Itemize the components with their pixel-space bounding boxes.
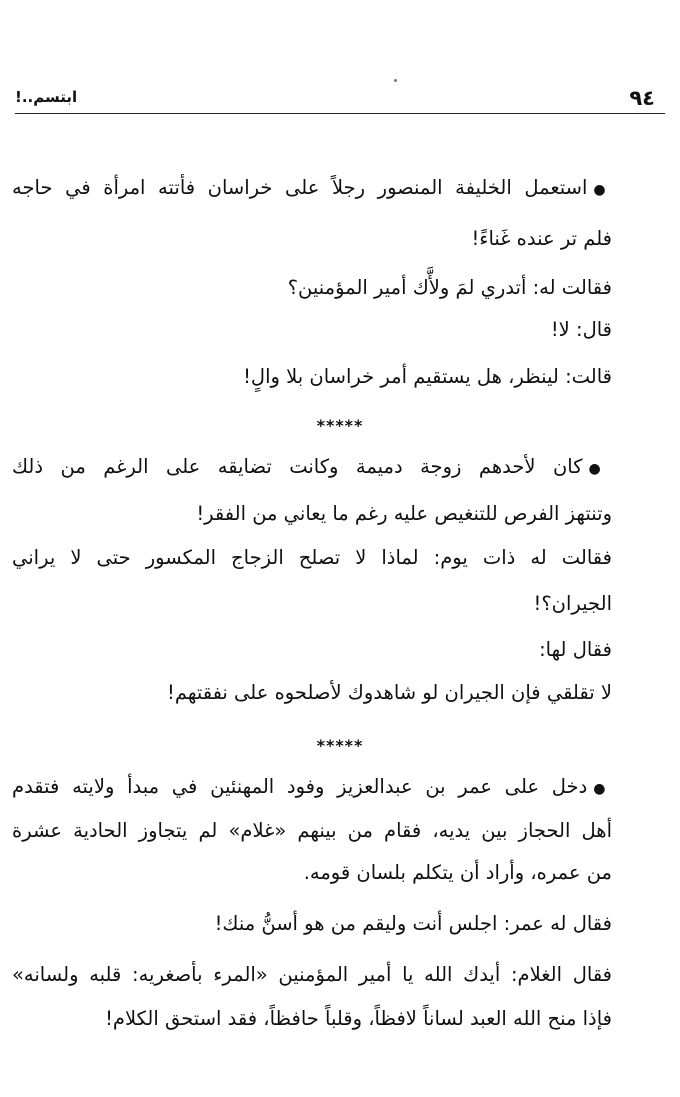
paragraph-line: الجيران؟! (533, 592, 612, 615)
paragraph-line: فلم تر عنده غَناءً! (471, 227, 612, 250)
paragraph-line: وتنتهز الفرص للتنغيص عليه رغم ما يعاني من الفقر! (196, 502, 612, 525)
paragraph-line: فقالت له: أتدري لمَ ولأَّك أمير المؤمنين؟ (287, 276, 612, 299)
paragraph-line (12, 774, 612, 802)
running-title: ابتسم..! (15, 88, 78, 106)
page-number: ٩٤ (629, 86, 655, 110)
paragraph-line: أهل الحجاز بين يديه، فقام من بينهم «غلام» لم يتجاوز الحادية عشرة (12, 819, 612, 842)
header-rule (15, 113, 665, 114)
page-header (0, 0, 680, 110)
paragraph-line (12, 175, 612, 203)
paragraph-line: فقال الغلام: أيدك الله يا أمير المؤمنين «المرء بأصغريه: قلبه ولسانه» (12, 963, 612, 986)
paragraph-line: قالت: لينظر، هل يستقيم أمر خراسان بلا والٍ! (243, 365, 612, 388)
line-text: كان لأحدهم زوجة دميمة وكانت تضايقه على الرغم من ذلك (12, 455, 583, 478)
section-separator: ***** (316, 736, 364, 755)
paragraph-line: فقال لها: (539, 638, 612, 661)
paragraph-line: فقال له عمر: اجلس أنت وليقم من هو أسنُّ منك! (214, 912, 612, 935)
paragraph-line: فإذا منح الله العبد لساناً لافظاً، وقلباً حافظاً، فقد استحق الكلام! (105, 1007, 612, 1030)
bullet-icon: ● (593, 182, 612, 198)
line-text: دخل على عمر بن عبدالعزيز وفود المهنئين في مبدأ ولايته فتقدم (12, 775, 588, 798)
paragraph-line: لا تقلقي فإن الجيران لو شاهدوك لأصلحوه على نفقتهم! (167, 681, 612, 704)
print-dot (394, 79, 397, 82)
paragraph-line: فقالت له ذات يوم: لماذا لا تصلح الزجاج المكسور حتى لا يراني (12, 546, 612, 569)
paragraph-line (12, 454, 612, 482)
section-separator: ***** (316, 416, 364, 435)
paragraph-line: من عمره، وأراد أن يتكلم بلسان قومه. (303, 861, 612, 884)
bullet-icon: ● (588, 461, 612, 477)
line-text: استعمل الخليفة المنصور رجلاً على خراسان فأتته امرأة في حاجه (12, 176, 588, 199)
paragraph-line: قال: لا! (550, 318, 612, 341)
bullet-icon: ● (593, 781, 612, 797)
